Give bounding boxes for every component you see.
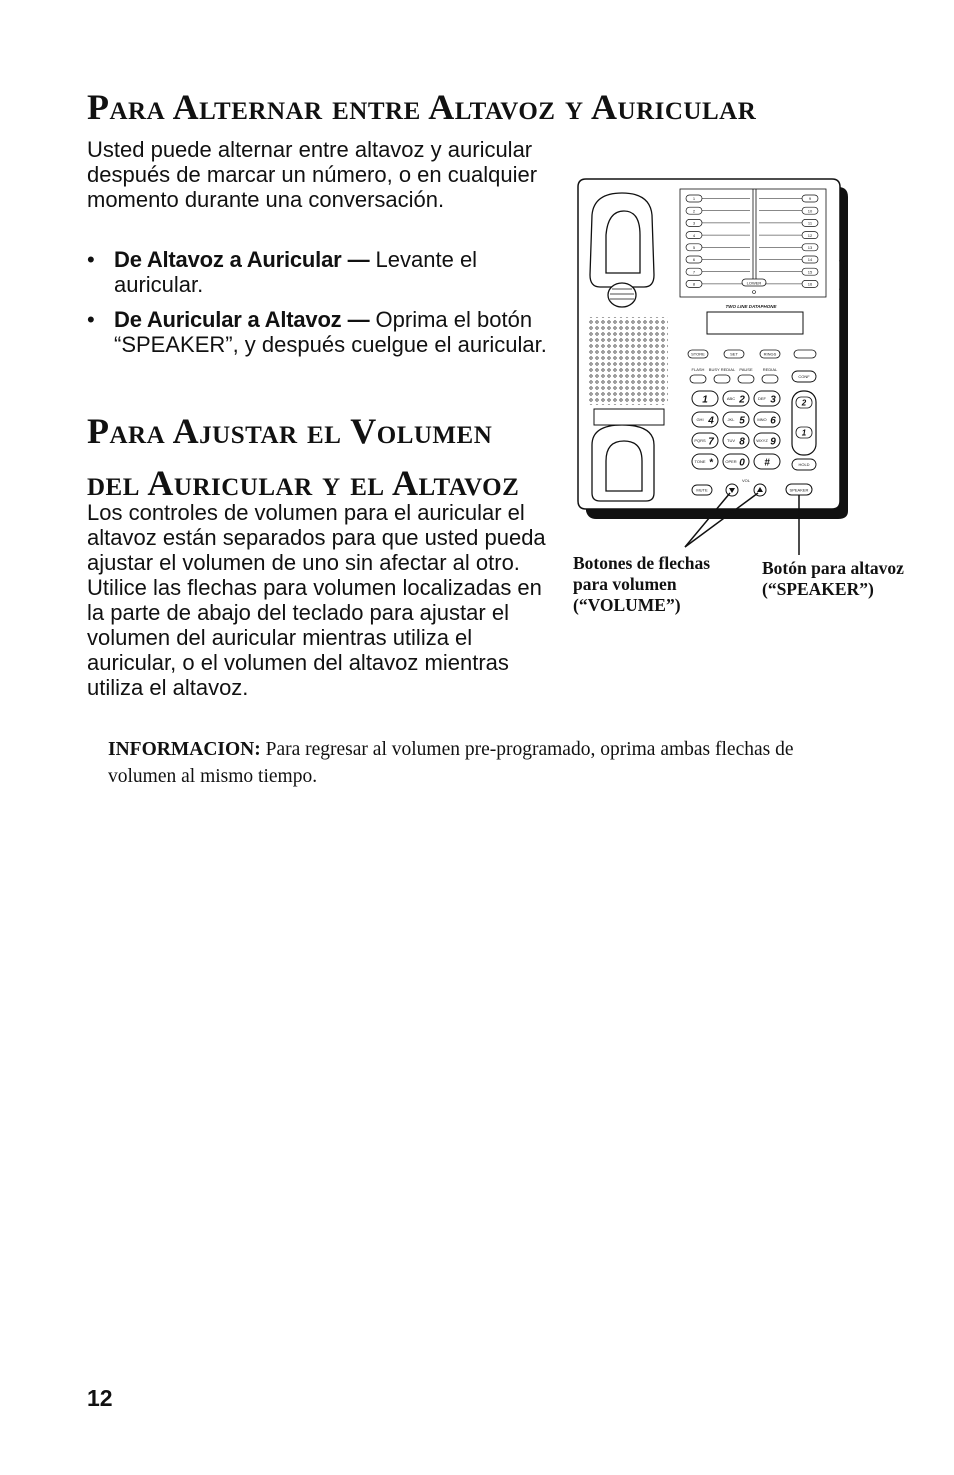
bullet-item-altavoz-auricular — [87, 247, 547, 297]
bullet-text: Oprima el botón “SPEAKER”, y después cuelgue el auricular. — [114, 307, 547, 357]
keypad-key-letters: GHI — [696, 417, 704, 422]
function-button-3[interactable] — [738, 375, 754, 383]
memory-key-label: 13 — [807, 245, 813, 250]
keypad-key-letters: OPER — [725, 459, 737, 464]
keypad-key-letters: JKL — [727, 417, 735, 422]
lower-label: LOWER — [746, 280, 762, 286]
keypad-key-letters: DEF — [758, 396, 766, 401]
phone-illustration — [570, 175, 850, 555]
keypad-key-number: 3 — [770, 394, 776, 406]
keypad-key-number: 7 — [708, 436, 714, 448]
section-title-line2: del Auricular y el Altavoz — [87, 463, 520, 503]
keypad-key-letters: PQRS — [694, 438, 706, 443]
memory-key-label: 12 — [807, 232, 813, 238]
line1-label: 1 — [801, 428, 807, 438]
bullet-symbol: • — [87, 307, 95, 332]
keypad-key-letters: TONE — [694, 459, 706, 464]
memory-key-label: 6 — [692, 257, 696, 263]
keypad-key-number: 2 — [739, 394, 745, 406]
section-title-line1: Para Ajustar el Volumen — [87, 411, 493, 451]
hold-label: HOLD — [798, 462, 810, 467]
bullet-text: Levante el auricular. — [114, 247, 478, 297]
function-button-1[interactable] — [690, 375, 706, 383]
info-note-label: INFORMACION: — [108, 739, 261, 760]
keypad-key-number: * — [709, 457, 713, 469]
pause-label: PAUSE — [739, 367, 753, 372]
memory-key-label: 5 — [692, 245, 696, 250]
keypad-key-number: 6 — [770, 415, 776, 427]
redial-label: REDIAL — [762, 367, 778, 372]
set-label: SET — [730, 351, 738, 357]
vol-label: VOL — [741, 478, 751, 483]
keypad-key-letters: MNO — [757, 417, 767, 422]
memory-key-label: 3 — [692, 220, 696, 226]
bullet-dash: — — [347, 247, 370, 272]
keypad-key-letters: ABC — [726, 396, 736, 401]
memory-key-label: 2 — [692, 208, 696, 214]
keypad-key-number: 1 — [702, 394, 708, 406]
mute-label: MUTE — [696, 487, 708, 493]
bullet-bold-label: De Altavoz a Auricular — [114, 247, 342, 272]
model-label: TWO LINE DATAPHONE — [725, 304, 777, 309]
memory-key-label: 11 — [807, 220, 813, 226]
keypad-key-letters: WXYZ — [756, 438, 768, 443]
keypad-key-number: # — [764, 457, 770, 469]
page-number: 12 — [87, 1385, 113, 1411]
memory-key-label: 16 — [807, 281, 813, 287]
bullet-symbol: • — [87, 247, 95, 272]
conf-label: CONF — [798, 374, 810, 379]
line2-label: 2 — [801, 398, 807, 408]
intro-paragraph: Usted puede alternar entre altavoz y auricular después de marcar un número, o en cualquier momento durante una conversación. — [87, 137, 538, 212]
memory-key-label: 8 — [692, 281, 696, 287]
bullet-bold-label: De Auricular a Altavoz — [114, 307, 342, 332]
keypad-key-number: 0 — [739, 457, 745, 469]
info-note — [108, 736, 848, 790]
keypad-key-letters: TUV — [727, 438, 735, 443]
keypad-key-number: 8 — [739, 436, 745, 448]
speaker-label: SPEAKER — [789, 487, 809, 493]
memory-key-label: 15 — [807, 269, 813, 275]
keypad-key-number: 9 — [770, 436, 776, 448]
section-title-volumen — [87, 405, 567, 509]
info-note-text: Para regresar al volumen pre-programado, oprima ambas flechas de volumen al mismo tiempo. — [108, 739, 794, 787]
bullet-dash: — — [347, 307, 370, 332]
caption-volume-buttons: Botones de flechas para volumen (“VOLUME”) — [573, 553, 711, 615]
section-title-alternar: Para Alternar entre Altavoz y Auricular — [87, 87, 757, 127]
keypad-key-number: 5 — [739, 415, 745, 427]
flash-label: FLASH — [691, 367, 705, 372]
function-button-4[interactable] — [762, 375, 778, 383]
rings-label: RINGS — [763, 351, 777, 357]
volume-paragraph: Los controles de volumen para el auricular el altavoz están separados para que usted pueda ajustar el volumen de uno sin afectar al otro. Utilice las flechas para volumen localizadas en la parte de abajo del teclado para ajustar el volumen del auricular mientras utiliza el auricular, o el volumen del altavoz mientras utiliza el altavoz. — [87, 500, 546, 700]
memory-key-label: 10 — [807, 208, 813, 214]
keypad-key-number: 4 — [708, 415, 714, 427]
caption-speaker-button: Botón para altavoz (“SPEAKER”) — [762, 558, 904, 599]
memory-key-label: 9 — [808, 196, 812, 202]
memory-key-label: 14 — [807, 257, 813, 263]
memory-key-label: 4 — [692, 232, 696, 238]
memory-key-label: 1 — [692, 196, 696, 202]
bullet-item-auricular-altavoz — [87, 307, 547, 357]
function-button-2[interactable] — [714, 375, 730, 383]
bullet-list — [87, 247, 547, 367]
memory-key-label: 7 — [692, 269, 696, 275]
busy-redial-label: BUSY REDIAL — [708, 367, 736, 372]
store-label: STORE — [691, 351, 705, 357]
speaker-grille — [588, 317, 668, 405]
